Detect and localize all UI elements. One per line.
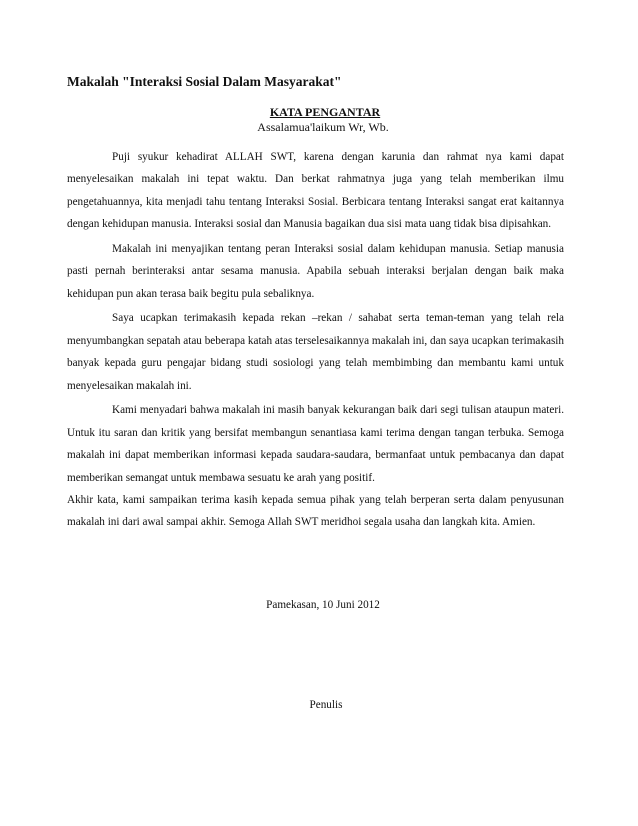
section-heading: KATA PENGANTAR — [269, 105, 381, 119]
paragraph-3: Saya ucapkan terimakasih kepada rekan –rekan / sahabat serta teman-teman yang telah rela menyumbangkan sepatah atau beberapa katah atas terselesaikannya makalah ini, dan saya ucapkan terimakasih banyak kepada guru pengajar bidang studi sosiologi yang telah membimbing dan membantu kami untuk menyelesaikan makalah ini. — [67, 312, 564, 392]
paragraph-2: Makalah ini menyajikan tentang peran Interaksi sosial dalam kehidupan manusia. Setiap manusia pasti pernah berinteraksi antar sesama manusia. Apabila sebuah interaksi berjalan dengan baik maka kehidupan pun akan terasa baik begitu pula sebaliknya. — [67, 242, 564, 300]
paragraph-4: Kami menyadari bahwa makalah ini masih banyak kekurangan baik dari segi tulisan ataupun materi. Untuk itu saran dan kritik yang bersifat membangun senantiasa kami terima dengan tangan terbuka. Semoga makalah ini dapat memberikan informasi kepada saudara-saudara, bermanfaat untuk pembacanya dan dapat memberikan semangat untuk membawa sesuatu ke arah yang positif. — [67, 404, 564, 484]
signer-name: Penulis — [309, 699, 343, 711]
greeting-line: Assalamua'laikum Wr, Wb. — [257, 120, 389, 134]
document-title: Makalah "Interaksi Sosial Dalam Masyarakat" — [67, 74, 342, 89]
paragraph-5: Akhir kata, kami sampaikan terima kasih kepada semua pihak yang telah berperan serta dalam penyusunan makalah ini dari awal sampai akhir. Semoga Allah SWT meridhoi segala usaha dan langkah kita. Amien. — [67, 493, 564, 529]
place-and-date: Pamekasan, 10 Juni 2012 — [266, 599, 380, 611]
document-body — [67, 146, 564, 536]
paragraph-1: Puji syukur kehadirat ALLAH SWT, karena dengan karunia dan rahmat nya kami dapat menyelesaikan makalah ini tepat waktu. Dan berkat rahmatnya juga yang telah memberikan ilmu pengetahuannya, kita menjadi tahu tentang Interaksi Sosial. Berbicara tentang Interaksi sangat erat kaitannya dengan kehidupan manusia. Interaksi sosial dan Manusia bagaikan dua sisi mata uang tidak bisa dipisahkan. — [67, 151, 564, 231]
